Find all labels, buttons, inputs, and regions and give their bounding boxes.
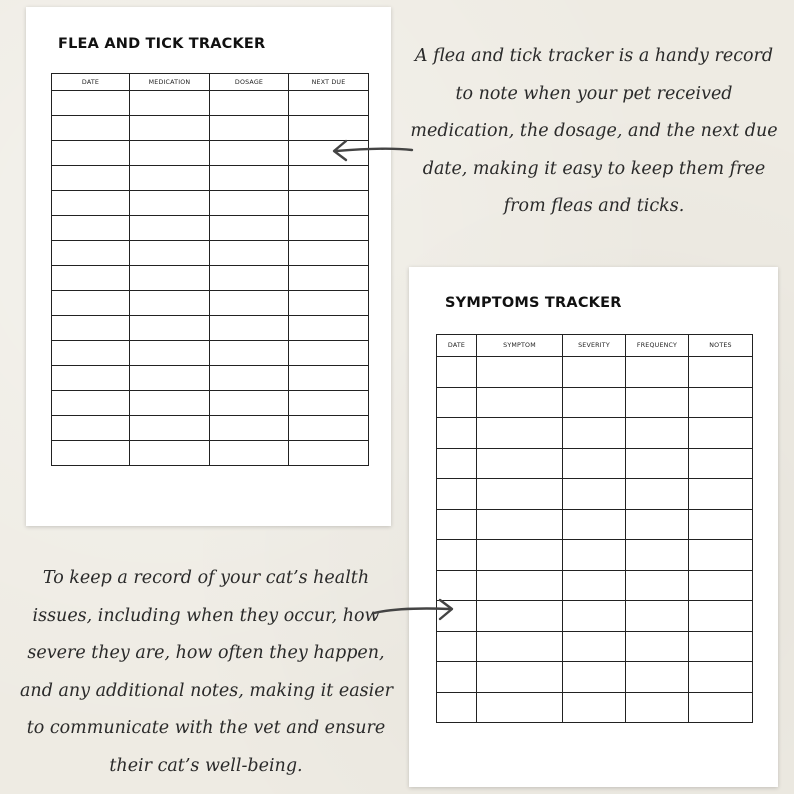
table-cell	[210, 316, 289, 341]
table-cell	[626, 631, 689, 662]
table-cell	[563, 479, 626, 510]
table-cell	[563, 387, 626, 418]
table-cell	[130, 191, 210, 216]
table-row	[52, 366, 369, 391]
table-cell	[130, 316, 210, 341]
table-cell	[626, 479, 689, 510]
table-cell	[689, 570, 753, 601]
table-cell	[437, 357, 477, 388]
column-header-dosage: DOSAGE	[210, 74, 289, 91]
table-cell	[130, 291, 210, 316]
table-cell	[52, 166, 130, 191]
table-cell	[437, 540, 477, 571]
description-line: To keep a record of your cat’s health	[42, 568, 370, 588]
table-cell	[437, 418, 477, 449]
table-cell	[289, 291, 369, 316]
table-cell	[130, 116, 210, 141]
table-row	[437, 479, 753, 510]
flea-tracker-header-row	[52, 74, 369, 91]
table-cell	[689, 692, 753, 723]
table-cell	[563, 448, 626, 479]
table-cell	[52, 141, 130, 166]
table-cell	[689, 662, 753, 693]
table-cell	[210, 116, 289, 141]
table-row	[52, 416, 369, 441]
arrow-right-icon	[370, 596, 460, 626]
table-cell	[130, 166, 210, 191]
table-cell	[289, 391, 369, 416]
table-row	[52, 266, 369, 291]
table-cell	[477, 570, 563, 601]
table-row	[52, 316, 369, 341]
table-cell	[626, 540, 689, 571]
table-cell	[477, 509, 563, 540]
description-line: from fleas and ticks.	[503, 196, 685, 216]
table-cell	[130, 441, 210, 466]
table-cell	[210, 91, 289, 116]
table-cell	[52, 116, 130, 141]
flea-tick-tracker-sheet	[26, 7, 391, 526]
table-cell	[289, 241, 369, 266]
column-header-notes: NOTES	[689, 335, 753, 357]
table-cell	[437, 662, 477, 693]
table-cell	[626, 692, 689, 723]
table-cell	[563, 570, 626, 601]
table-cell	[289, 166, 369, 191]
symptoms-tracker-description	[20, 560, 392, 785]
table-cell	[477, 479, 563, 510]
symptoms-tracker-table	[436, 334, 753, 723]
table-cell	[563, 357, 626, 388]
column-header-severity: SEVERITY	[563, 335, 626, 357]
table-row	[437, 662, 753, 693]
table-cell	[289, 366, 369, 391]
table-cell	[477, 662, 563, 693]
table-row	[52, 216, 369, 241]
table-cell	[689, 509, 753, 540]
table-row	[52, 141, 369, 166]
table-cell	[689, 448, 753, 479]
table-cell	[130, 341, 210, 366]
table-cell	[437, 692, 477, 723]
table-cell	[52, 91, 130, 116]
table-cell	[210, 191, 289, 216]
table-cell	[289, 341, 369, 366]
table-cell	[289, 416, 369, 441]
description-line: date, making it easy to keep them free	[422, 158, 766, 179]
arrow-left-icon	[326, 135, 416, 165]
table-cell	[626, 509, 689, 540]
table-cell	[477, 692, 563, 723]
table-cell	[626, 448, 689, 479]
table-cell	[52, 241, 130, 266]
table-cell	[289, 266, 369, 291]
table-cell	[130, 141, 210, 166]
table-row	[52, 341, 369, 366]
table-cell	[130, 266, 210, 291]
table-cell	[210, 216, 289, 241]
description-line: to note when your pet received	[455, 83, 733, 104]
table-cell	[289, 216, 369, 241]
table-cell	[210, 241, 289, 266]
table-cell	[52, 191, 130, 216]
column-header-frequency: FREQUENCY	[626, 335, 689, 357]
table-cell	[689, 387, 753, 418]
table-row	[437, 692, 753, 723]
table-cell	[689, 631, 753, 662]
table-cell	[437, 479, 477, 510]
table-cell	[52, 291, 130, 316]
table-cell	[210, 291, 289, 316]
table-row	[437, 357, 753, 388]
table-row	[52, 116, 369, 141]
table-cell	[563, 418, 626, 449]
table-cell	[210, 416, 289, 441]
table-row	[52, 241, 369, 266]
flea-tracker-title: FLEA AND TICK TRACKER	[58, 36, 266, 52]
table-row	[437, 570, 753, 601]
table-cell	[563, 540, 626, 571]
table-cell	[210, 341, 289, 366]
table-cell	[437, 631, 477, 662]
table-cell	[477, 540, 563, 571]
table-cell	[289, 91, 369, 116]
table-cell	[130, 416, 210, 441]
table-cell	[563, 662, 626, 693]
table-cell	[130, 366, 210, 391]
table-row	[52, 291, 369, 316]
table-cell	[563, 509, 626, 540]
table-cell	[52, 391, 130, 416]
table-cell	[477, 601, 563, 632]
table-cell	[52, 316, 130, 341]
table-cell	[52, 416, 130, 441]
table-cell	[689, 418, 753, 449]
symptoms-tracker-body	[437, 357, 753, 723]
table-row	[437, 509, 753, 540]
column-header-medication: MEDICATION	[130, 74, 210, 91]
table-cell	[289, 316, 369, 341]
table-cell	[563, 692, 626, 723]
table-cell	[563, 601, 626, 632]
description-line: severe they are, how often they happen,	[27, 643, 385, 663]
description-line: and any additional notes, making it easier	[20, 680, 393, 701]
flea-tracker-description	[408, 38, 780, 226]
table-cell	[626, 662, 689, 693]
table-cell	[130, 241, 210, 266]
flea-tracker-body	[52, 91, 369, 466]
table-cell	[210, 166, 289, 191]
table-cell	[477, 357, 563, 388]
symptoms-tracker-title: SYMPTOMS TRACKER	[445, 295, 622, 311]
description-line: to communicate with the vet and ensure	[26, 718, 386, 738]
table-row	[437, 601, 753, 632]
symptoms-tracker-header-row	[437, 335, 753, 357]
table-cell	[437, 509, 477, 540]
table-cell	[130, 216, 210, 241]
description-line: medication, the dosage, and the next due	[410, 121, 778, 141]
column-header-symptom: SYMPTOM	[477, 335, 563, 357]
table-cell	[689, 540, 753, 571]
table-cell	[130, 391, 210, 416]
table-cell	[437, 387, 477, 418]
description-line: their cat’s well-being.	[109, 755, 303, 776]
column-header-date: DATE	[437, 335, 477, 357]
table-cell	[626, 570, 689, 601]
table-row	[437, 540, 753, 571]
description-line: issues, including when they occur, how	[32, 605, 380, 626]
column-header-date: DATE	[52, 74, 130, 91]
table-cell	[52, 341, 130, 366]
table-cell	[626, 387, 689, 418]
table-cell	[689, 357, 753, 388]
table-cell	[130, 91, 210, 116]
table-cell	[626, 601, 689, 632]
table-row	[437, 387, 753, 418]
table-row	[437, 418, 753, 449]
column-header-next-due: NEXT DUE	[289, 74, 369, 91]
table-row	[437, 448, 753, 479]
description-line: A flea and tick tracker is a handy record	[414, 46, 774, 66]
table-cell	[626, 418, 689, 449]
table-row	[52, 191, 369, 216]
table-row	[52, 391, 369, 416]
symptoms-tracker-sheet	[409, 267, 778, 787]
table-cell	[52, 266, 130, 291]
table-cell	[289, 191, 369, 216]
table-cell	[52, 366, 130, 391]
table-cell	[210, 441, 289, 466]
table-cell	[689, 479, 753, 510]
table-cell	[52, 216, 130, 241]
table-cell	[477, 387, 563, 418]
table-row	[52, 166, 369, 191]
table-cell	[210, 391, 289, 416]
table-cell	[477, 631, 563, 662]
table-cell	[437, 448, 477, 479]
table-cell	[477, 448, 563, 479]
table-cell	[626, 357, 689, 388]
table-row	[52, 441, 369, 466]
table-cell	[477, 418, 563, 449]
table-cell	[289, 441, 369, 466]
table-cell	[563, 631, 626, 662]
table-row	[52, 91, 369, 116]
flea-tracker-table	[51, 73, 369, 466]
table-cell	[52, 441, 130, 466]
table-cell	[210, 141, 289, 166]
table-cell	[210, 266, 289, 291]
table-cell	[210, 366, 289, 391]
table-cell	[689, 601, 753, 632]
table-row	[437, 631, 753, 662]
